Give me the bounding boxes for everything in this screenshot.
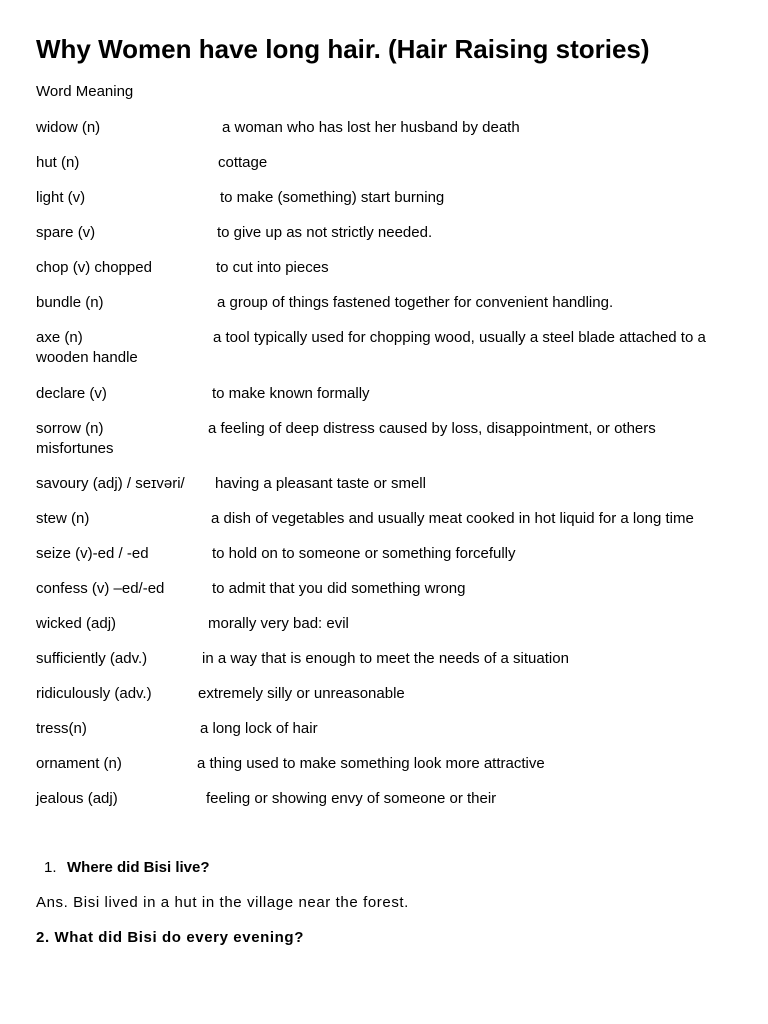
glossary-term: chop (v) chopped	[36, 259, 152, 276]
glossary-entry	[36, 328, 736, 368]
glossary-definition: cottage	[218, 154, 268, 171]
question-2: 2. What did Bisi do every evening?	[36, 929, 304, 946]
glossary-term: jealous (adj)	[36, 790, 118, 807]
glossary-entry	[36, 223, 736, 243]
glossary-entry	[36, 754, 736, 774]
glossary-term: savoury (adj) / seɪvəri/	[36, 475, 185, 492]
glossary-definition: a dish of vegetables and usually meat cooked in hot liquid for a long time	[211, 510, 694, 527]
glossary-definition: a woman who has lost her husband by death	[222, 119, 520, 136]
glossary-definition: to give up as not strictly needed.	[217, 224, 433, 241]
glossary-definition: to hold on to someone or something forcefully	[212, 545, 516, 562]
glossary-definition: a tool typically used for chopping wood, usually a steel blade attached to a	[213, 329, 706, 346]
glossary-term: tress(n)	[36, 720, 87, 737]
glossary-definition: extremely silly or unreasonable	[198, 685, 405, 702]
glossary-definition: having a pleasant taste or smell	[215, 475, 426, 492]
glossary-entry	[36, 384, 736, 404]
glossary-term: sorrow (n)	[36, 420, 104, 437]
question-1	[44, 859, 210, 876]
glossary-definition: feeling or showing envy of someone or their	[206, 790, 497, 807]
glossary-term: hut (n)	[36, 154, 80, 171]
glossary-term: axe (n)	[36, 329, 83, 346]
word-meaning-heading: Word Meaning	[36, 83, 134, 100]
glossary-entry	[36, 258, 736, 278]
glossary-entry	[36, 118, 736, 138]
glossary-entry	[36, 649, 736, 669]
glossary-term: confess (v) –ed/-ed	[36, 580, 165, 597]
glossary-term: widow (n)	[36, 119, 101, 136]
answer-1: Ans. Bisi lived in a hut in the village near the forest.	[36, 894, 409, 911]
glossary-definition: to make known formally	[212, 385, 370, 402]
glossary-definition: a feeling of deep distress caused by loss, disappointment, or others	[208, 420, 656, 437]
glossary-term: spare (v)	[36, 224, 96, 241]
glossary-term: wicked (adj)	[36, 615, 117, 632]
glossary-term: seize (v)-ed / -ed	[36, 545, 149, 562]
glossary-term: sufficiently (adv.)	[36, 650, 148, 667]
glossary-entry	[36, 579, 736, 599]
glossary-entry	[36, 419, 736, 459]
glossary-term: declare (v)	[36, 385, 107, 402]
glossary-definition: to make (something) start burning	[220, 189, 445, 206]
glossary-definition: to admit that you did something wrong	[212, 580, 466, 597]
glossary-term: ornament (n)	[36, 755, 122, 772]
glossary-definition: morally very bad: evil	[208, 615, 349, 632]
glossary-entry	[36, 614, 736, 634]
page-title: Why Women have long hair. (Hair Raising stories)	[36, 34, 650, 64]
glossary-term: bundle (n)	[36, 294, 104, 311]
glossary-entry	[36, 544, 736, 564]
glossary-entry	[36, 474, 736, 494]
glossary-entry	[36, 789, 736, 809]
glossary-term: ridiculously (adv.)	[36, 685, 152, 702]
glossary-entry	[36, 188, 736, 208]
glossary-term: light (v)	[36, 189, 86, 206]
glossary-definition: in a way that is enough to meet the needs of a situation	[202, 650, 569, 667]
glossary-entry	[36, 153, 736, 173]
glossary-term: stew (n)	[36, 510, 90, 527]
glossary-entry	[36, 684, 736, 704]
question-1-number: 1.	[44, 859, 57, 876]
glossary-entry	[36, 293, 736, 313]
glossary-definition-continued: misfortunes	[36, 440, 114, 457]
question-1-text: Where did Bisi live?	[67, 859, 210, 876]
glossary-definition: to cut into pieces	[216, 259, 329, 276]
glossary-entry	[36, 509, 736, 529]
glossary-entry	[36, 719, 736, 739]
glossary-definition: a long lock of hair	[200, 720, 318, 737]
glossary-definition-continued: wooden handle	[36, 349, 138, 366]
glossary-definition: a group of things fastened together for convenient handling.	[217, 294, 614, 311]
glossary-definition: a thing used to make something look more attractive	[197, 755, 545, 772]
